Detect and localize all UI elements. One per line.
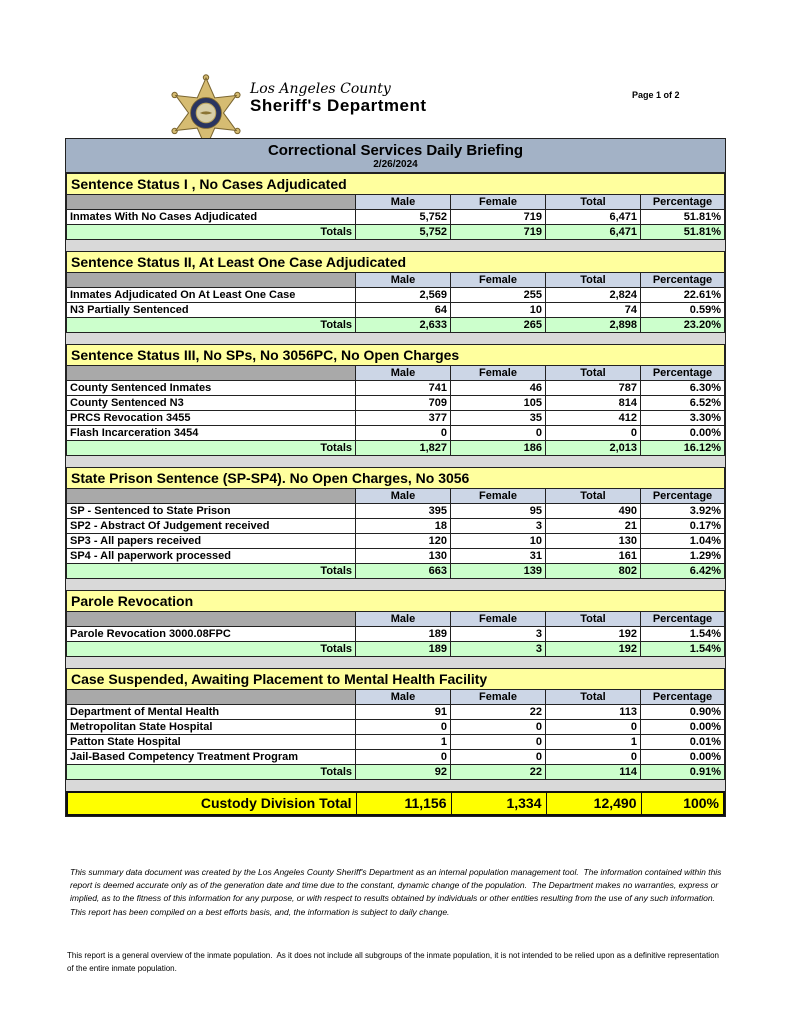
percentage-value: 3.92% bbox=[641, 504, 725, 519]
percentage-value: 6.30% bbox=[641, 381, 725, 396]
totals-label: Totals bbox=[67, 225, 356, 240]
table-row bbox=[67, 720, 725, 735]
blank-header-cell bbox=[67, 612, 356, 627]
male-value: 0 bbox=[356, 720, 451, 735]
totals-total-value: 802 bbox=[546, 564, 641, 579]
table-row bbox=[67, 549, 725, 564]
table-row bbox=[67, 396, 725, 411]
blank-header-cell bbox=[67, 489, 356, 504]
row-label: Flash Incarceration 3454 bbox=[67, 426, 356, 441]
column-header-row bbox=[67, 366, 725, 381]
male-value: 377 bbox=[356, 411, 451, 426]
totals-percentage-value: 0.91% bbox=[641, 765, 725, 780]
column-header-total: Total bbox=[546, 612, 641, 627]
grand-total-male-value: 11,156 bbox=[356, 792, 451, 815]
male-value: 741 bbox=[356, 381, 451, 396]
column-header-female: Female bbox=[451, 195, 546, 210]
table-row bbox=[67, 303, 725, 318]
report-title-bar bbox=[66, 139, 725, 173]
table-row bbox=[67, 735, 725, 750]
blank-header-cell bbox=[67, 690, 356, 705]
grand-total-female-value: 1,334 bbox=[451, 792, 546, 815]
section-header-row bbox=[67, 174, 725, 195]
row-label: County Sentenced Inmates bbox=[67, 381, 356, 396]
female-value: 95 bbox=[451, 504, 546, 519]
total-value: 0 bbox=[546, 426, 641, 441]
totals-row bbox=[67, 318, 725, 333]
row-label: County Sentenced N3 bbox=[67, 396, 356, 411]
row-label: Jail-Based Competency Treatment Program bbox=[67, 750, 356, 765]
column-header-percentage: Percentage bbox=[641, 273, 725, 288]
male-value: 1 bbox=[356, 735, 451, 750]
male-value: 130 bbox=[356, 549, 451, 564]
totals-total-value: 6,471 bbox=[546, 225, 641, 240]
totals-total-value: 2,898 bbox=[546, 318, 641, 333]
totals-female-value: 22 bbox=[451, 765, 546, 780]
total-value: 130 bbox=[546, 534, 641, 549]
female-value: 3 bbox=[451, 627, 546, 642]
total-value: 161 bbox=[546, 549, 641, 564]
blank-header-cell bbox=[67, 366, 356, 381]
table-row bbox=[67, 504, 725, 519]
female-value: 3 bbox=[451, 519, 546, 534]
column-header-row bbox=[67, 273, 725, 288]
page-number: Page 1 of 2 bbox=[632, 90, 680, 100]
column-header-total: Total bbox=[546, 195, 641, 210]
totals-male-value: 2,633 bbox=[356, 318, 451, 333]
column-header-male: Male bbox=[356, 612, 451, 627]
table-row bbox=[67, 288, 725, 303]
totals-male-value: 663 bbox=[356, 564, 451, 579]
column-header-percentage: Percentage bbox=[641, 366, 725, 381]
female-value: 31 bbox=[451, 549, 546, 564]
column-header-percentage: Percentage bbox=[641, 489, 725, 504]
section-table bbox=[66, 251, 725, 333]
totals-label: Totals bbox=[67, 765, 356, 780]
column-header-total: Total bbox=[546, 690, 641, 705]
section-table bbox=[66, 344, 725, 456]
totals-female-value: 139 bbox=[451, 564, 546, 579]
percentage-value: 1.54% bbox=[641, 627, 725, 642]
total-value: 192 bbox=[546, 627, 641, 642]
row-label: Patton State Hospital bbox=[67, 735, 356, 750]
column-header-total: Total bbox=[546, 366, 641, 381]
total-value: 0 bbox=[546, 750, 641, 765]
column-header-female: Female bbox=[451, 489, 546, 504]
overview-note-text: This report is a general overview of the inmate population. As it does not include all subgroups of the inmate population, it is not intended to be relied upon as a definitive representation of the entire inmate population. bbox=[67, 951, 722, 973]
percentage-value: 3.30% bbox=[641, 411, 725, 426]
totals-percentage-value: 6.42% bbox=[641, 564, 725, 579]
report-sections bbox=[66, 173, 725, 780]
percentage-value: 0.17% bbox=[641, 519, 725, 534]
section-title: Case Suspended, Awaiting Placement to Mental Health Facility bbox=[67, 669, 725, 690]
column-header-row bbox=[67, 195, 725, 210]
column-header-female: Female bbox=[451, 273, 546, 288]
totals-female-value: 186 bbox=[451, 441, 546, 456]
male-value: 189 bbox=[356, 627, 451, 642]
male-value: 120 bbox=[356, 534, 451, 549]
totals-percentage-value: 51.81% bbox=[641, 225, 725, 240]
female-value: 105 bbox=[451, 396, 546, 411]
total-value: 113 bbox=[546, 705, 641, 720]
column-header-male: Male bbox=[356, 489, 451, 504]
section-header-row bbox=[67, 345, 725, 366]
totals-total-value: 2,013 bbox=[546, 441, 641, 456]
section-title: Parole Revocation bbox=[67, 591, 725, 612]
agency-department-line: Sheriff's Department bbox=[250, 96, 427, 115]
row-label: SP2 - Abstract Of Judgement received bbox=[67, 519, 356, 534]
column-header-female: Female bbox=[451, 612, 546, 627]
percentage-value: 1.29% bbox=[641, 549, 725, 564]
total-value: 74 bbox=[546, 303, 641, 318]
report-date: 2/26/2024 bbox=[373, 159, 418, 170]
table-row bbox=[67, 519, 725, 534]
column-header-percentage: Percentage bbox=[641, 690, 725, 705]
totals-female-value: 719 bbox=[451, 225, 546, 240]
column-header-male: Male bbox=[356, 690, 451, 705]
female-value: 0 bbox=[451, 750, 546, 765]
male-value: 64 bbox=[356, 303, 451, 318]
total-value: 2,824 bbox=[546, 288, 641, 303]
row-label: SP - Sentenced to State Prison bbox=[67, 504, 356, 519]
totals-male-value: 92 bbox=[356, 765, 451, 780]
totals-percentage-value: 1.54% bbox=[641, 642, 725, 657]
column-header-total: Total bbox=[546, 273, 641, 288]
totals-male-value: 1,827 bbox=[356, 441, 451, 456]
section-header-row bbox=[67, 468, 725, 489]
percentage-value: 6.52% bbox=[641, 396, 725, 411]
percentage-value: 0.00% bbox=[641, 720, 725, 735]
percentage-value: 0.59% bbox=[641, 303, 725, 318]
section-table bbox=[66, 467, 725, 579]
section-table bbox=[66, 173, 725, 240]
table-row bbox=[67, 411, 725, 426]
disclaimer-text: This summary data document was created by the Los Angeles County Sheriff's Department as an internal population management tool. The information contained within this report is deemed accurate only as of the generation date and time due to the constant, dynamic change of the population. The Department makes no warranties, express or implied, as to the fitness of this information for any purpose, or with respect to results obtained by individuals or other entities resulting from the use of any such information. This report has been compiled on a best efforts basis, and, the information is subject to daily change. bbox=[70, 867, 724, 917]
percentage-value: 0.01% bbox=[641, 735, 725, 750]
total-value: 21 bbox=[546, 519, 641, 534]
totals-row bbox=[67, 441, 725, 456]
custody-division-total-row bbox=[66, 791, 725, 816]
male-value: 709 bbox=[356, 396, 451, 411]
percentage-value: 0.00% bbox=[641, 750, 725, 765]
totals-label: Totals bbox=[67, 441, 356, 456]
total-value: 6,471 bbox=[546, 210, 641, 225]
daily-briefing-report bbox=[65, 138, 726, 817]
table-row bbox=[67, 381, 725, 396]
section-header-row bbox=[67, 669, 725, 690]
total-value: 814 bbox=[546, 396, 641, 411]
table-row bbox=[67, 210, 725, 225]
row-label: N3 Partially Sentenced bbox=[67, 303, 356, 318]
totals-label: Totals bbox=[67, 642, 356, 657]
totals-male-value: 189 bbox=[356, 642, 451, 657]
table-row bbox=[67, 426, 725, 441]
column-header-row bbox=[67, 489, 725, 504]
female-value: 0 bbox=[451, 426, 546, 441]
total-value: 0 bbox=[546, 720, 641, 735]
male-value: 91 bbox=[356, 705, 451, 720]
section-title: Sentence Status III, No SPs, No 3056PC, No Open Charges bbox=[67, 345, 725, 366]
total-value: 787 bbox=[546, 381, 641, 396]
female-value: 22 bbox=[451, 705, 546, 720]
female-value: 0 bbox=[451, 735, 546, 750]
totals-female-value: 3 bbox=[451, 642, 546, 657]
male-value: 2,569 bbox=[356, 288, 451, 303]
section-title: Sentence Status II, At Least One Case Adjudicated bbox=[67, 252, 725, 273]
totals-row bbox=[67, 642, 725, 657]
column-header-male: Male bbox=[356, 195, 451, 210]
row-label: SP3 - All papers received bbox=[67, 534, 356, 549]
row-label: Department of Mental Health bbox=[67, 705, 356, 720]
grand-total-total-value: 12,490 bbox=[546, 792, 641, 815]
female-value: 35 bbox=[451, 411, 546, 426]
agency-name bbox=[250, 82, 427, 115]
female-value: 10 bbox=[451, 303, 546, 318]
female-value: 719 bbox=[451, 210, 546, 225]
section-header-row bbox=[67, 591, 725, 612]
female-value: 46 bbox=[451, 381, 546, 396]
percentage-value: 51.81% bbox=[641, 210, 725, 225]
table-row bbox=[67, 750, 725, 765]
total-value: 412 bbox=[546, 411, 641, 426]
totals-percentage-value: 16.12% bbox=[641, 441, 725, 456]
blank-header-cell bbox=[67, 195, 356, 210]
column-header-row bbox=[67, 612, 725, 627]
table-row bbox=[67, 627, 725, 642]
percentage-value: 22.61% bbox=[641, 288, 725, 303]
row-label: PRCS Revocation 3455 bbox=[67, 411, 356, 426]
totals-male-value: 5,752 bbox=[356, 225, 451, 240]
male-value: 0 bbox=[356, 750, 451, 765]
grand-total-label: Custody Division Total bbox=[67, 792, 356, 815]
female-value: 255 bbox=[451, 288, 546, 303]
total-value: 490 bbox=[546, 504, 641, 519]
section-header-row bbox=[67, 252, 725, 273]
section-table bbox=[66, 668, 725, 780]
male-value: 395 bbox=[356, 504, 451, 519]
total-value: 1 bbox=[546, 735, 641, 750]
row-label: Inmates Adjudicated On At Least One Case bbox=[67, 288, 356, 303]
grand-total-percentage-value: 100% bbox=[641, 792, 724, 815]
blank-header-cell bbox=[67, 273, 356, 288]
row-label: Metropolitan State Hospital bbox=[67, 720, 356, 735]
totals-row bbox=[67, 564, 725, 579]
column-header-female: Female bbox=[451, 366, 546, 381]
column-header-total: Total bbox=[546, 489, 641, 504]
row-label: SP4 - All paperwork processed bbox=[67, 549, 356, 564]
column-header-percentage: Percentage bbox=[641, 612, 725, 627]
agency-county-line: Los Angeles County bbox=[250, 81, 391, 97]
percentage-value: 0.00% bbox=[641, 426, 725, 441]
table-row bbox=[67, 534, 725, 549]
male-value: 0 bbox=[356, 426, 451, 441]
totals-percentage-value: 23.20% bbox=[641, 318, 725, 333]
totals-total-value: 114 bbox=[546, 765, 641, 780]
totals-row bbox=[67, 225, 725, 240]
section-title: State Prison Sentence (SP-SP4). No Open Charges, No 3056 bbox=[67, 468, 725, 489]
column-header-female: Female bbox=[451, 690, 546, 705]
male-value: 18 bbox=[356, 519, 451, 534]
column-header-male: Male bbox=[356, 273, 451, 288]
column-header-percentage: Percentage bbox=[641, 195, 725, 210]
percentage-value: 0.90% bbox=[641, 705, 725, 720]
report-title: Correctional Services Daily Briefing bbox=[267, 142, 524, 159]
table-row bbox=[67, 705, 725, 720]
row-label: Inmates With No Cases Adjudicated bbox=[67, 210, 356, 225]
totals-label: Totals bbox=[67, 318, 356, 333]
female-value: 0 bbox=[451, 720, 546, 735]
totals-female-value: 265 bbox=[451, 318, 546, 333]
totals-total-value: 192 bbox=[546, 642, 641, 657]
section-table bbox=[66, 590, 725, 657]
letterhead bbox=[65, 74, 726, 136]
male-value: 5,752 bbox=[356, 210, 451, 225]
section-title: Sentence Status I , No Cases Adjudicated bbox=[67, 174, 725, 195]
female-value: 10 bbox=[451, 534, 546, 549]
totals-label: Totals bbox=[67, 564, 356, 579]
column-header-male: Male bbox=[356, 366, 451, 381]
row-label: Parole Revocation 3000.08FPC bbox=[67, 627, 356, 642]
totals-row bbox=[67, 765, 725, 780]
percentage-value: 1.04% bbox=[641, 534, 725, 549]
column-header-row bbox=[67, 690, 725, 705]
